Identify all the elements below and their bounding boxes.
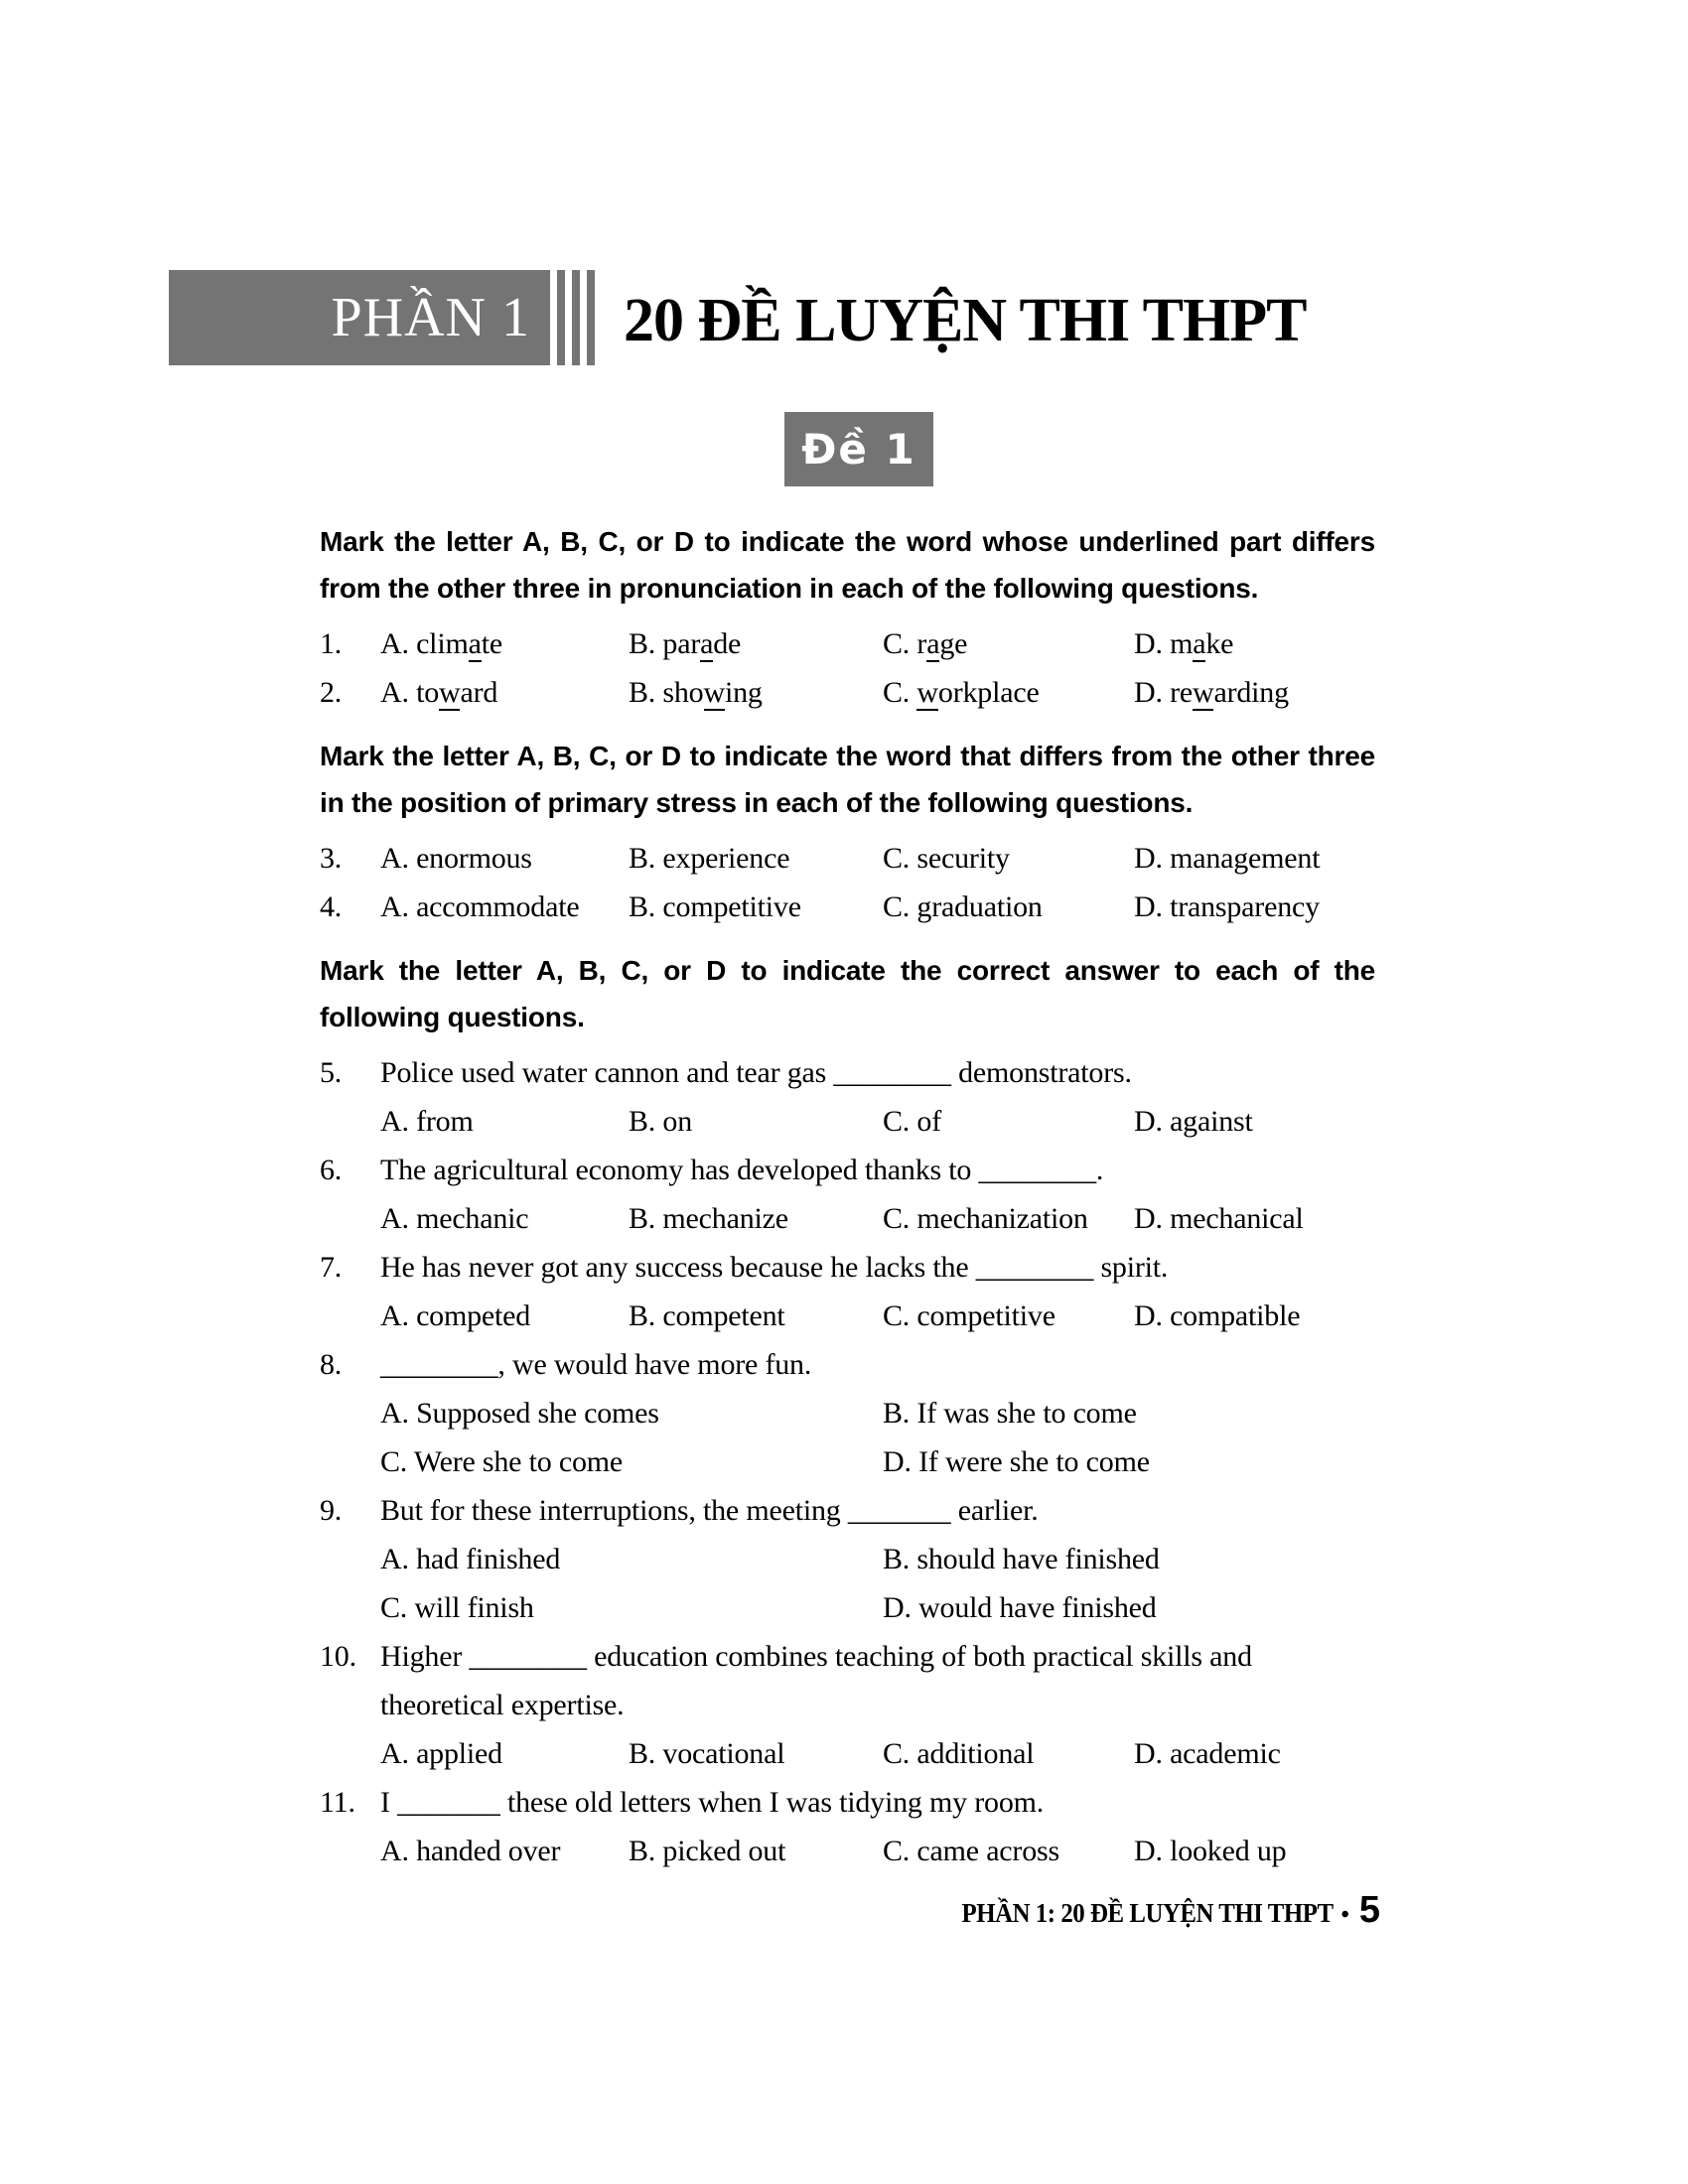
answer-option <box>380 668 629 717</box>
test-number-label: Đề 1 <box>801 424 916 474</box>
option-text-post: ge <box>939 627 968 660</box>
option-text: B. competitive <box>629 890 801 923</box>
answer-option <box>380 1194 629 1243</box>
answer-option <box>629 1729 883 1778</box>
chapter-title: 20 ĐỀ LUYỆN THI THPT <box>624 286 1307 354</box>
answer-option <box>629 883 883 931</box>
option-text: C. of <box>883 1105 942 1138</box>
answer-option <box>380 1097 629 1146</box>
question-row <box>320 1048 1375 1146</box>
question-stem-line: Higher ________ education combines teaching of both practical skills and <box>380 1640 1252 1673</box>
answer-option <box>380 1583 883 1632</box>
answer-options <box>380 1097 1375 1146</box>
instruction-line: Mark the letter A, B, C, or D to indicate the correct answer to each of the <box>320 955 1375 986</box>
answer-option <box>380 1437 883 1486</box>
answer-option <box>380 619 629 668</box>
answer-option <box>629 1827 883 1875</box>
option-text: C. additional <box>883 1737 1035 1770</box>
footer-bullet-separator: • <box>1340 1902 1349 1928</box>
option-text-post: ard <box>460 676 498 709</box>
answer-options <box>380 668 1375 717</box>
option-text: A. from <box>380 1105 474 1138</box>
instruction-line: following questions. <box>320 1002 585 1032</box>
option-text: A. enormous <box>380 842 532 875</box>
question-row <box>320 883 1375 931</box>
question-body <box>380 1778 1375 1875</box>
answer-option <box>1134 1292 1375 1340</box>
chapter-header <box>169 270 1306 365</box>
answer-option <box>883 1194 1134 1243</box>
option-text: A. competed <box>380 1299 531 1332</box>
answer-options <box>380 1535 1375 1632</box>
answer-option <box>629 668 883 717</box>
question-number: 6. <box>320 1154 343 1186</box>
part-number-label: PHẦN 1 <box>331 287 530 348</box>
question-number: 11. <box>320 1786 355 1819</box>
option-text-pre: D. m <box>1134 627 1194 660</box>
option-text-pre: B. par <box>629 627 701 660</box>
answer-option <box>1134 668 1375 717</box>
option-text: C. graduation <box>883 890 1043 923</box>
option-underlined-letter: a <box>700 627 714 660</box>
question-number: 2. <box>320 676 343 709</box>
answer-option <box>380 883 629 931</box>
question-row <box>320 1778 1375 1875</box>
answer-options <box>380 883 1375 931</box>
option-text: B. experience <box>629 842 790 875</box>
option-text-pre: A. clim <box>380 627 469 660</box>
answer-options <box>380 1389 1375 1486</box>
answer-option <box>883 834 1134 883</box>
question-body <box>380 1632 1375 1778</box>
question-body <box>380 1340 1375 1486</box>
section-instruction <box>320 733 1375 826</box>
option-text: D. transparency <box>1134 890 1320 923</box>
option-text: D. would have finished <box>883 1591 1157 1624</box>
question-number: 8. <box>320 1348 343 1381</box>
answer-option <box>1134 1827 1375 1875</box>
option-text-post: ke <box>1205 627 1234 660</box>
option-text-post: te <box>481 627 502 660</box>
question-section <box>320 733 1375 931</box>
question-section <box>320 947 1375 1875</box>
question-stem: I _______ these old letters when I was tidying my room. <box>380 1786 1045 1819</box>
question-row <box>320 1146 1375 1243</box>
question-stem: He has never got any success because he lacks the ________ spirit. <box>380 1251 1169 1284</box>
question-row <box>320 1486 1375 1632</box>
page-footer <box>929 1889 1380 1932</box>
option-text: D. looked up <box>1134 1835 1287 1867</box>
question-number: 9. <box>320 1494 343 1527</box>
option-text: B. competent <box>629 1299 785 1332</box>
answer-option <box>629 834 883 883</box>
answer-option <box>629 1194 883 1243</box>
answer-option <box>1134 883 1375 931</box>
answer-option <box>883 1827 1134 1875</box>
option-underlined-letter: a <box>926 627 940 660</box>
answer-option <box>883 1437 1375 1486</box>
option-text: A. accommodate <box>380 890 580 923</box>
option-text-pre: A. to <box>380 676 440 709</box>
answer-option <box>629 619 883 668</box>
option-text: C. will finish <box>380 1591 534 1624</box>
section-instruction <box>320 518 1375 612</box>
answer-option <box>883 1292 1134 1340</box>
stripe-bar <box>572 270 580 365</box>
option-text: A. handed over <box>380 1835 561 1867</box>
answer-options <box>380 1827 1375 1875</box>
option-text-post: de <box>713 627 742 660</box>
instruction-line: Mark the letter A, B, C, or D to indicate the word that differs from the other three <box>320 741 1375 771</box>
test-number-badge <box>784 412 933 486</box>
option-underlined-letter: w <box>916 676 938 709</box>
header-stripes-decoration <box>557 270 602 365</box>
option-text: C. Were she to come <box>380 1445 623 1478</box>
option-text: A. Supposed she comes <box>380 1397 659 1430</box>
option-text-pre: C. r <box>883 627 927 660</box>
instruction-line: in the position of primary stress in each of the following questions. <box>320 787 1194 818</box>
question-body <box>380 1048 1375 1146</box>
question-body <box>380 1243 1375 1340</box>
option-text: D. against <box>1134 1105 1253 1138</box>
question-stem: The agricultural economy has developed thanks to ________. <box>380 1154 1104 1186</box>
option-text: B. should have finished <box>883 1543 1160 1575</box>
question-row <box>320 1340 1375 1486</box>
question-row <box>320 834 1375 883</box>
section-instruction <box>320 947 1375 1040</box>
option-underlined-letter: a <box>1193 627 1206 660</box>
question-number: 5. <box>320 1056 343 1089</box>
option-underlined-letter: a <box>468 627 482 660</box>
part-number-box <box>169 270 550 365</box>
answer-options <box>380 834 1375 883</box>
answer-option <box>380 834 629 883</box>
question-number: 4. <box>320 890 343 923</box>
question-number: 7. <box>320 1251 343 1284</box>
option-underlined-letter: w <box>1192 676 1214 709</box>
option-text: C. security <box>883 842 1010 875</box>
option-underlined-letter: w <box>703 676 725 709</box>
option-text: B. mechanize <box>629 1202 788 1235</box>
question-stem: But for these interruptions, the meeting _______ earlier. <box>380 1494 1039 1527</box>
option-text: D. management <box>1134 842 1321 875</box>
question-stem-line: theoretical expertise. <box>380 1689 625 1721</box>
instruction-line: Mark the letter A, B, C, or D to indicate the word whose underlined part differs <box>320 526 1375 557</box>
answer-option <box>629 1292 883 1340</box>
footer-running-title: PHẦN 1: 20 ĐỀ LUYỆN THI THPT <box>961 1898 1334 1928</box>
question-row <box>320 668 1375 717</box>
option-text: C. competitive <box>883 1299 1055 1332</box>
answer-option <box>1134 1729 1375 1778</box>
question-row <box>320 1243 1375 1340</box>
question-body <box>380 619 1375 668</box>
answer-option <box>883 1097 1134 1146</box>
answer-options <box>380 619 1375 668</box>
answer-option <box>883 1535 1375 1583</box>
question-row <box>320 619 1375 668</box>
option-text: A. applied <box>380 1737 502 1770</box>
question-number: 1. <box>320 627 343 660</box>
answer-option <box>883 1583 1375 1632</box>
question-body <box>380 883 1375 931</box>
answer-option <box>1134 1194 1375 1243</box>
option-text-pre: B. sho <box>629 676 704 709</box>
option-text: A. had finished <box>380 1543 561 1575</box>
answer-option <box>380 1827 629 1875</box>
option-text: D. If were she to come <box>883 1445 1150 1478</box>
answer-options <box>380 1729 1375 1778</box>
option-text: C. came across <box>883 1835 1059 1867</box>
option-text: D. compatible <box>1134 1299 1301 1332</box>
option-text-pre: C. <box>883 676 917 709</box>
answer-option <box>380 1292 629 1340</box>
option-text: D. academic <box>1134 1737 1281 1770</box>
option-underlined-letter: w <box>439 676 461 709</box>
answer-option <box>380 1535 883 1583</box>
exam-content <box>320 518 1375 1875</box>
answer-option <box>380 1389 883 1437</box>
option-text: D. mechanical <box>1134 1202 1304 1235</box>
question-section <box>320 518 1375 717</box>
question-stem: Police used water cannon and tear gas ________ demonstrators. <box>380 1056 1132 1089</box>
answer-option <box>883 1389 1375 1437</box>
option-text: B. on <box>629 1105 693 1138</box>
answer-option <box>1134 619 1375 668</box>
instruction-line: from the other three in pronunciation in each of the following questions. <box>320 573 1259 604</box>
answer-option <box>883 619 1134 668</box>
question-stem: ________, we would have more fun. <box>380 1348 812 1381</box>
option-text-post: arding <box>1213 676 1289 709</box>
question-body <box>380 1486 1375 1632</box>
answer-option <box>380 1729 629 1778</box>
question-row <box>320 1632 1375 1778</box>
question-body <box>380 1146 1375 1243</box>
option-text: B. picked out <box>629 1835 786 1867</box>
answer-option <box>883 883 1134 931</box>
page-number: 5 <box>1358 1889 1380 1931</box>
question-number: 10. <box>320 1640 356 1673</box>
option-text-post: ing <box>724 676 763 709</box>
stripe-bar <box>587 270 595 365</box>
answer-option <box>1134 1097 1375 1146</box>
option-text: A. mechanic <box>380 1202 529 1235</box>
option-text: B. If was she to come <box>883 1397 1137 1430</box>
question-number: 3. <box>320 842 343 875</box>
option-text-post: orkplace <box>937 676 1040 709</box>
answer-option <box>883 668 1134 717</box>
question-body <box>380 668 1375 717</box>
answer-option <box>1134 834 1375 883</box>
question-body <box>380 834 1375 883</box>
stripe-bar <box>557 270 565 365</box>
answer-option <box>883 1729 1134 1778</box>
answer-options <box>380 1292 1375 1340</box>
option-text: C. mechanization <box>883 1202 1088 1235</box>
option-text-pre: D. re <box>1134 676 1193 709</box>
option-text: B. vocational <box>629 1737 785 1770</box>
answer-option <box>629 1097 883 1146</box>
answer-options <box>380 1194 1375 1243</box>
